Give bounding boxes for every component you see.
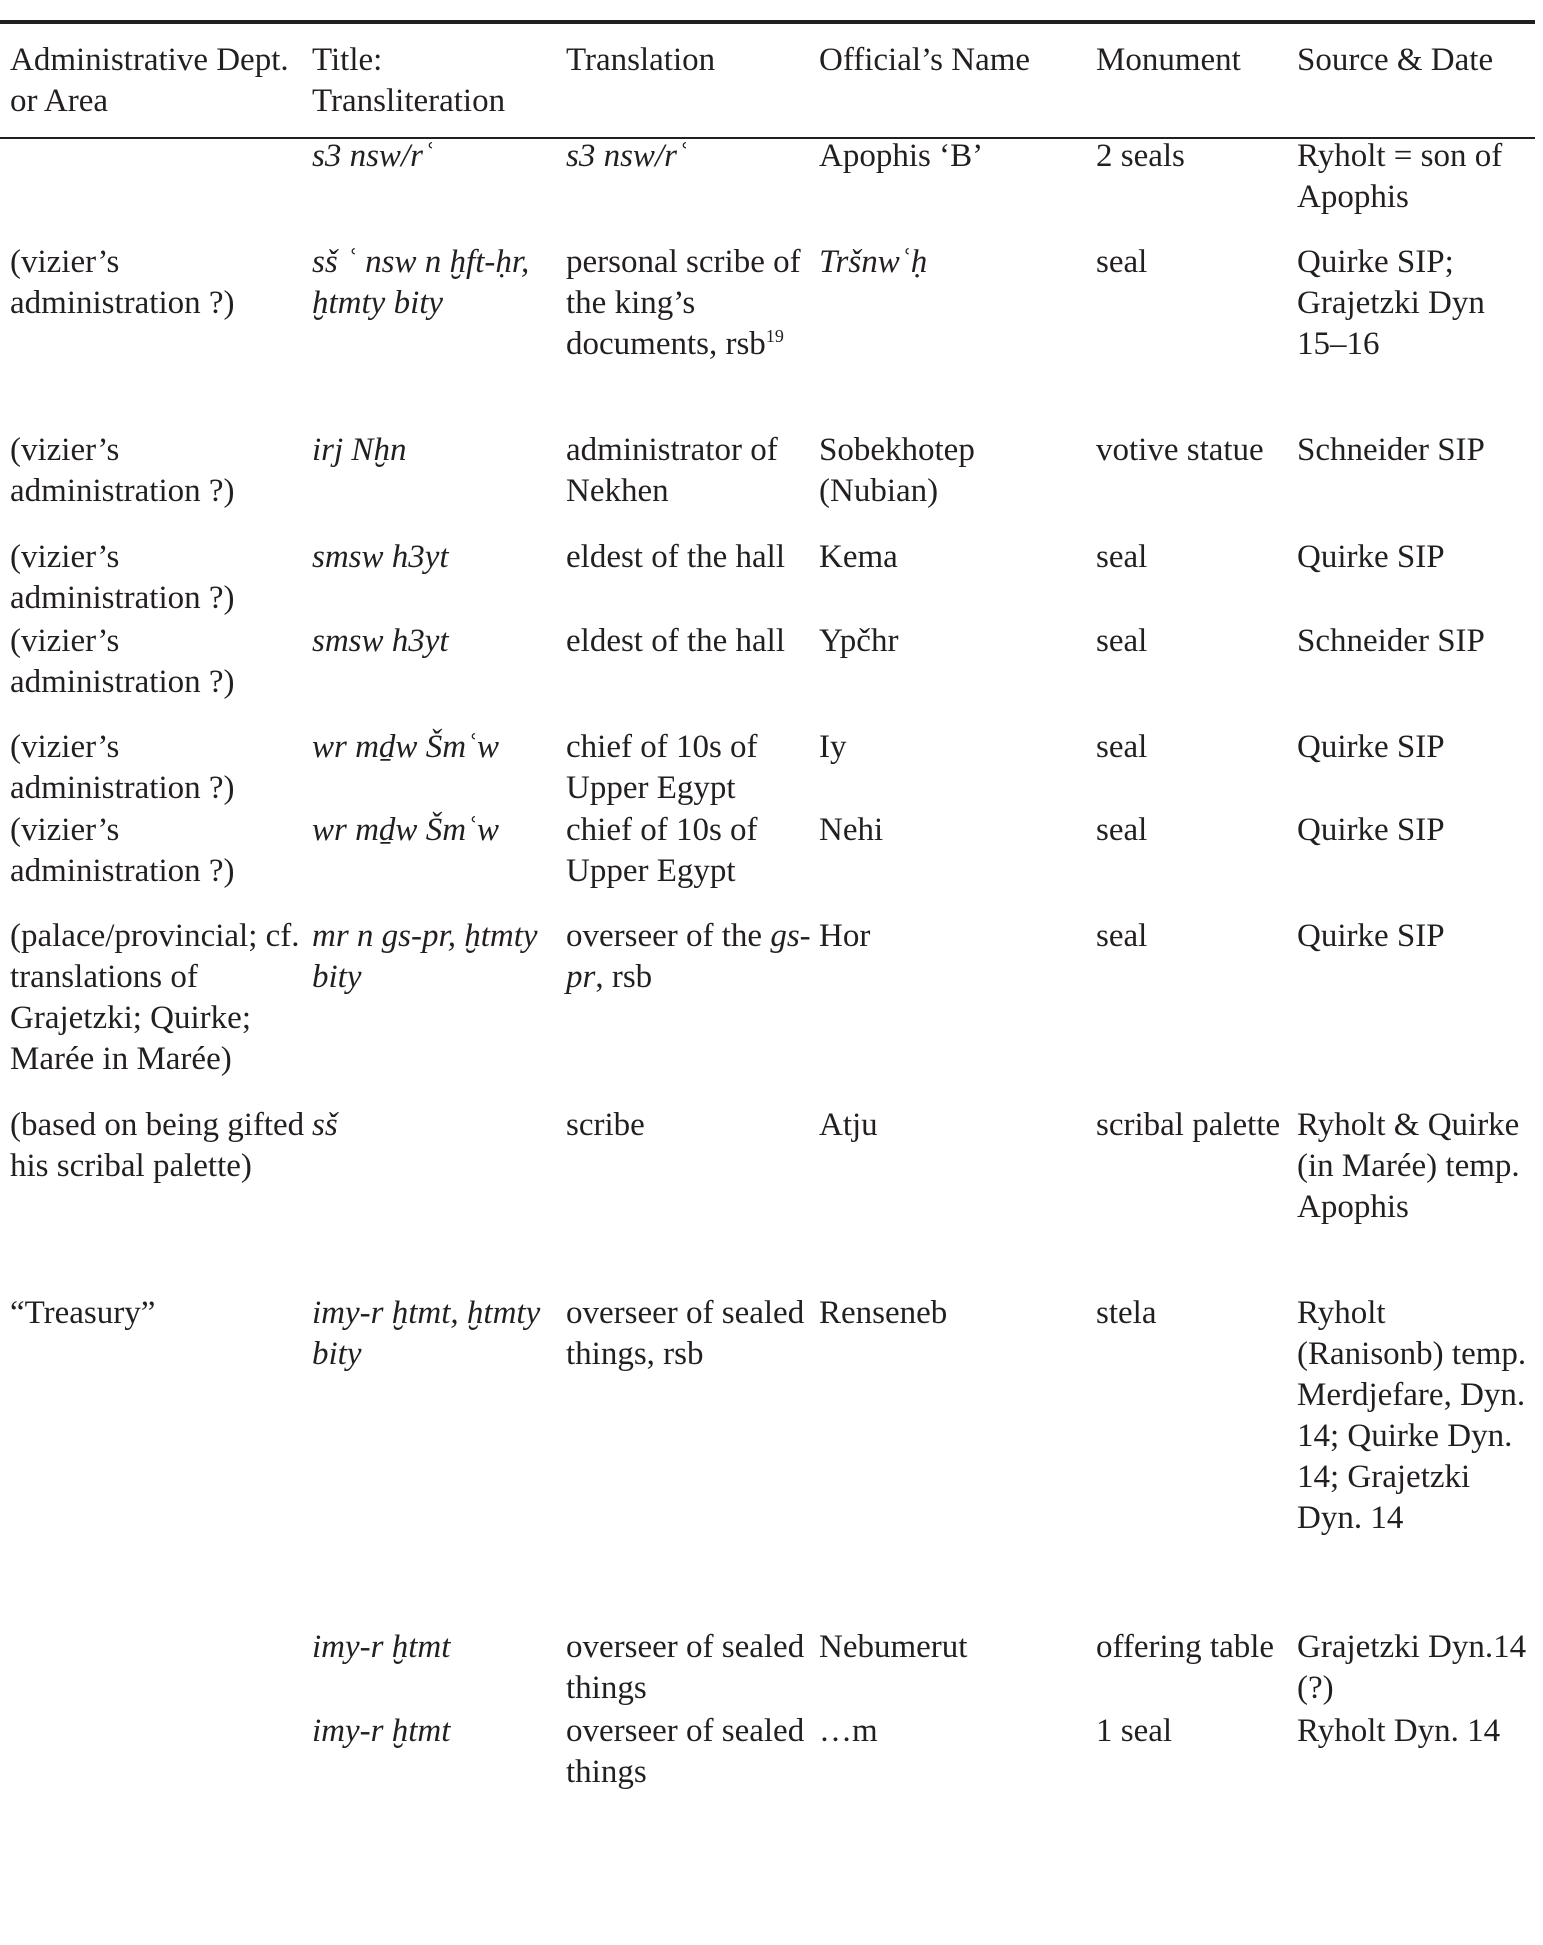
header-monument: Monument	[1096, 42, 1241, 78]
row-translation: scribe	[566, 1107, 645, 1143]
header-translation: Translation	[566, 42, 716, 78]
row-monument: seal	[1096, 729, 1148, 765]
row-translation: s3 nsw/rʿ	[566, 138, 688, 174]
row-transliteration: sš	[312, 1107, 338, 1143]
row-transliteration: irj Nḫn	[312, 432, 407, 468]
row-transliteration: smsw h3yt	[312, 539, 449, 575]
row-transliteration: sš ʿ nsw n ḫft-ḥr, ḫtmty bity	[312, 244, 530, 321]
footnote-marker: 19	[765, 326, 784, 346]
row-official-name: Atju	[819, 1107, 878, 1143]
row-dept: (vizier’s administration ?)	[10, 244, 235, 321]
row-source: Ryholt (Ranisonb) temp. Merdjefare, Dyn. 14; Quirke Dyn. 14; Grajetzki Dyn. 14	[1297, 1295, 1527, 1536]
row-transliteration: imy-r ḫtmt, ḫtmty bity	[312, 1295, 541, 1372]
row-dept: “Treasury”	[10, 1295, 156, 1331]
row-official-name: Hor	[819, 918, 871, 954]
row-official-name: Apophis ‘B’	[819, 138, 984, 174]
row-translation: chief of 10s of Upper Egypt	[566, 812, 758, 889]
row-monument: seal	[1096, 539, 1148, 575]
row-source: Ryholt = son of Apophis	[1297, 138, 1503, 215]
row-dept: (vizier’s administration ?)	[10, 812, 235, 889]
row-monument: offering table	[1096, 1629, 1275, 1665]
row-dept: (based on being gifted his scribal palette)	[10, 1107, 305, 1184]
row-official-name: …m	[819, 1713, 878, 1749]
row-monument: seal	[1096, 812, 1148, 848]
row-source: Ryholt Dyn. 14	[1297, 1713, 1501, 1749]
row-dept: (vizier’s administration ?)	[10, 623, 235, 700]
row-source: Grajetzki Dyn.14 (?)	[1297, 1629, 1527, 1706]
row-monument: seal	[1096, 244, 1148, 280]
row-source: Schneider SIP	[1297, 623, 1485, 659]
row-source: Quirke SIP	[1297, 918, 1445, 954]
row-dept: (vizier’s administration ?)	[10, 729, 235, 806]
row-monument: scribal palette	[1096, 1107, 1281, 1143]
row-source: Quirke SIP	[1297, 812, 1445, 848]
table-top-rule	[0, 20, 1535, 24]
row-monument: 1 seal	[1096, 1713, 1173, 1749]
row-source: Quirke SIP; Grajetzki Dyn 15–16	[1297, 244, 1485, 362]
row-dept: (vizier’s administration ?)	[10, 539, 235, 616]
row-official-name: Kema	[819, 539, 898, 575]
row-monument: seal	[1096, 623, 1148, 659]
header-source-date: Source & Date	[1297, 42, 1494, 78]
row-source: Ryholt & Quirke (in Marée) temp. Apophis	[1297, 1107, 1520, 1225]
row-translation: administrator of Nekhen	[566, 432, 778, 509]
row-source: Quirke SIP	[1297, 539, 1445, 575]
row-official-name: Tršnwʿḥ	[819, 244, 928, 280]
row-transliteration: smsw h3yt	[312, 623, 449, 659]
row-translation	[566, 916, 814, 998]
row-translation: overseer of sealed things	[566, 1629, 805, 1706]
row-monument: votive statue	[1096, 432, 1264, 468]
row-official-name: Ypčhr	[819, 623, 899, 659]
row-dept: (vizier’s administration ?)	[10, 432, 235, 509]
row-transliteration: wr mḏw Šmʿw	[312, 812, 500, 848]
row-source: Quirke SIP	[1297, 729, 1445, 765]
row-translation: overseer of sealed things, rsb	[566, 1295, 805, 1372]
header-official-name: Official’s Name	[819, 42, 1031, 78]
row-translation-suffix: , rsb	[595, 959, 653, 995]
row-transliteration: imy-r ḫtmt	[312, 1713, 451, 1749]
row-transliteration: s3 nsw/rʿ	[312, 138, 434, 174]
row-translation: eldest of the hall	[566, 539, 786, 575]
row-translation-term: gs-pr	[566, 918, 811, 995]
header-transliteration: Title: Transliteration	[312, 42, 506, 119]
row-translation: chief of 10s of Upper Egypt	[566, 729, 758, 806]
row-transliteration: wr mḏw Šmʿw	[312, 729, 500, 765]
row-dept: (palace/provincial; cf. translations of Grajetzki; Quirke; Marée in Marée)	[10, 918, 300, 1077]
row-translation	[566, 242, 814, 365]
row-translation: overseer of sealed things	[566, 1713, 805, 1790]
row-translation-prefix: overseer of the	[566, 918, 763, 954]
row-official-name: Sobekhotep (Nubian)	[819, 432, 975, 509]
row-monument: stela	[1096, 1295, 1157, 1331]
row-translation: eldest of the hall	[566, 623, 786, 659]
row-translation-text: personal scribe of the king’s documents, rsb	[566, 244, 801, 362]
row-official-name: Renseneb	[819, 1295, 948, 1331]
row-transliteration: mr n gs-pr, ḫtmty bity	[312, 918, 538, 995]
row-official-name: Iy	[819, 729, 847, 765]
row-monument: 2 seals	[1096, 138, 1185, 174]
row-source: Schneider SIP	[1297, 432, 1485, 468]
row-monument: seal	[1096, 918, 1148, 954]
row-official-name: Nebumerut	[819, 1629, 968, 1665]
header-dept: Administrative Dept. or Area	[10, 42, 289, 119]
row-transliteration: imy-r ḫtmt	[312, 1629, 451, 1665]
row-official-name: Nehi	[819, 812, 884, 848]
